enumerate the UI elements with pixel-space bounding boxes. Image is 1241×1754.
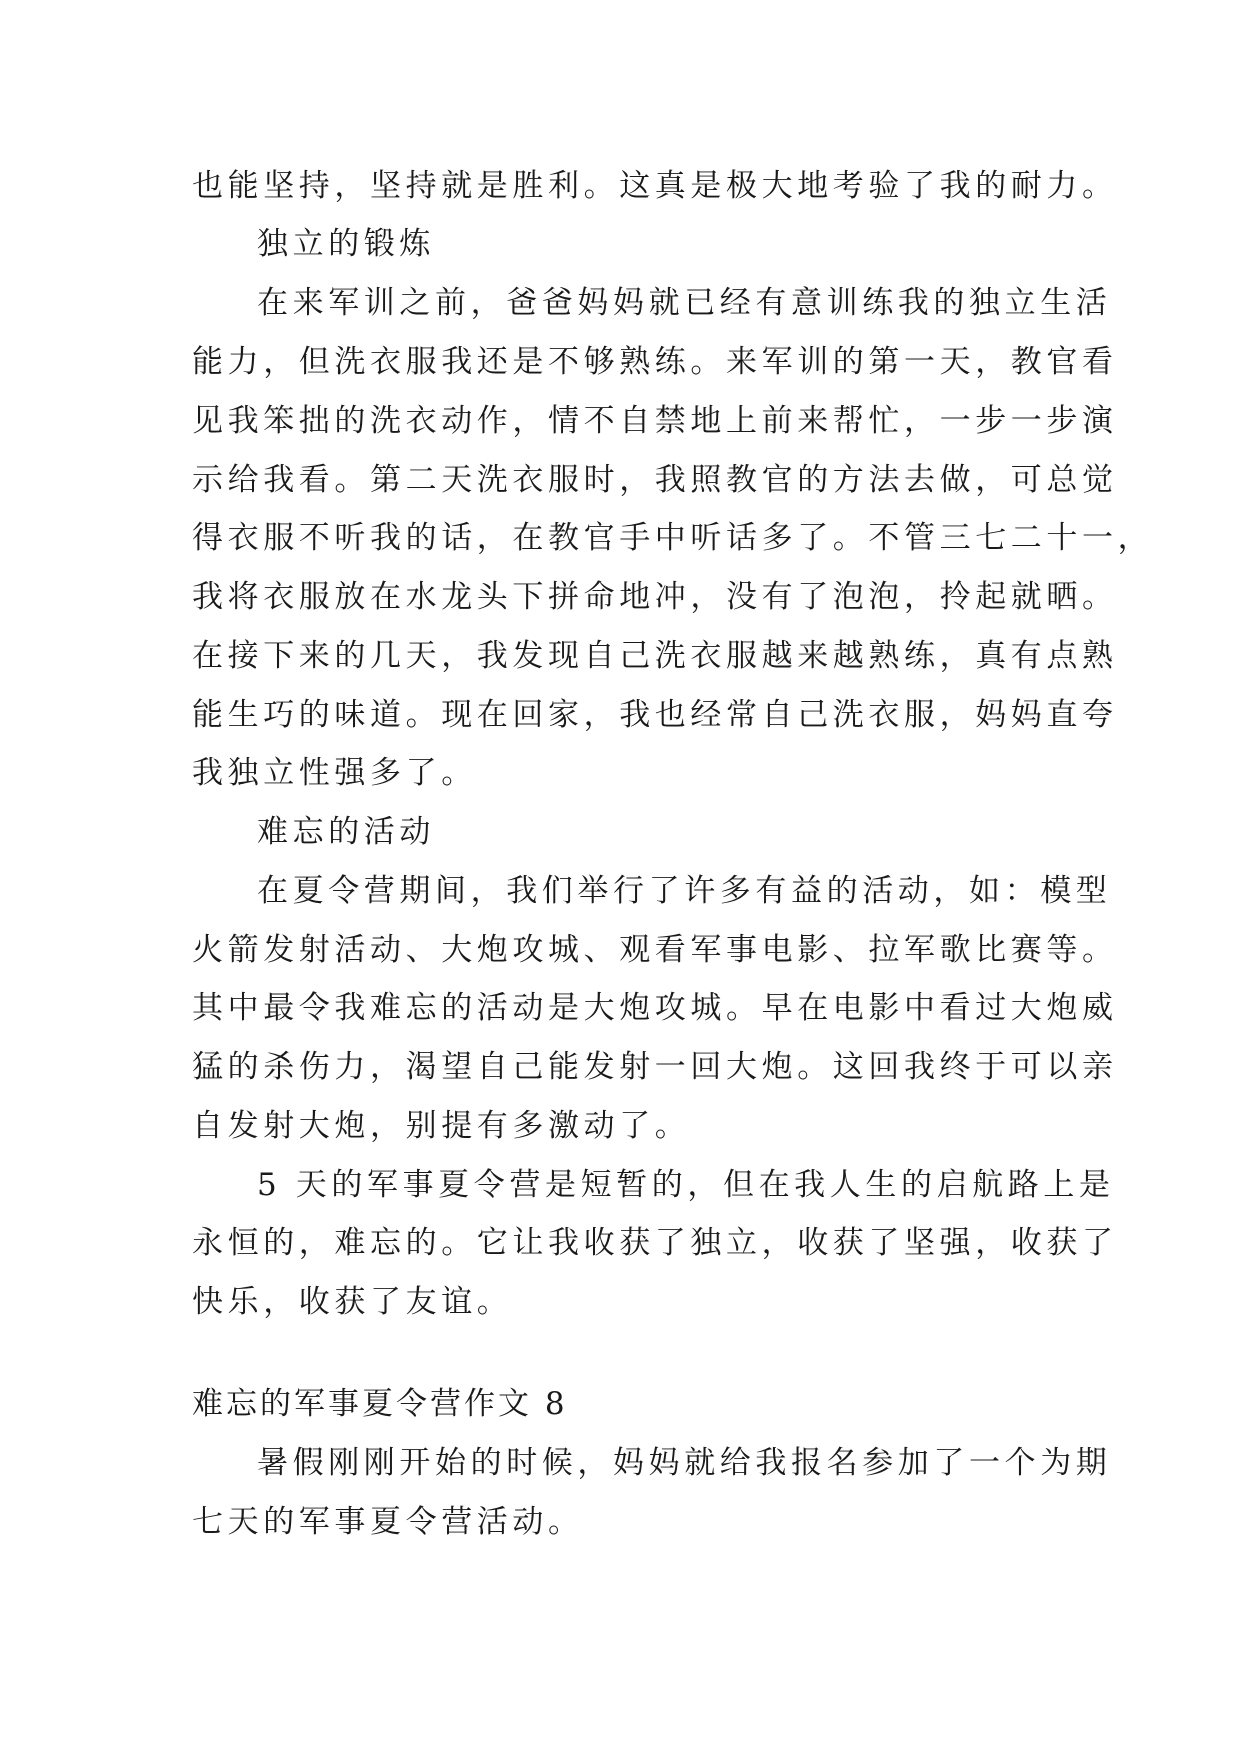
paragraph-line: 5 天的军事夏令营是短暂的，但在我人生的启航路上是 <box>257 1167 1115 1203</box>
paragraph-line: 得衣服不听我的话，在教官手中听话多了。不管三七二十一， <box>192 520 1154 556</box>
paragraph-line: 暑假刚刚开始的时候，妈妈就给我报名参加了一个为期 <box>257 1445 1112 1481</box>
paragraph-line: 其中最令我难忘的活动是大炮攻城。早在电影中看过大炮威 <box>192 990 1118 1026</box>
paragraph-line: 在来军训之前，爸爸妈妈就已经有意训练我的独立生活 <box>257 285 1112 321</box>
paragraph-line: 能生巧的味道。现在回家，我也经常自己洗衣服，妈妈直夸 <box>192 697 1118 733</box>
section-heading: 独立的锻炼 <box>257 226 435 262</box>
section-heading: 难忘的活动 <box>257 814 435 850</box>
paragraph-line: 在接下来的几天，我发现自己洗衣服越来越熟练，真有点熟 <box>192 638 1118 674</box>
paragraph-line: 猛的杀伤力，渴望自己能发射一回大炮。这回我终于可以亲 <box>192 1049 1118 1085</box>
paragraph-line: 快乐，收获了友谊。 <box>192 1284 513 1320</box>
paragraph-line: 自发射大炮，别提有多激动了。 <box>192 1108 691 1144</box>
paragraph-line: 永恒的，难忘的。它让我收获了独立，收获了坚强，收获了 <box>192 1225 1118 1261</box>
paragraph-line: 在夏令营期间，我们举行了许多有益的活动，如：模型 <box>257 873 1112 909</box>
essay-title: 难忘的军事夏令营作文 8 <box>192 1386 568 1422</box>
paragraph-line: 示给我看。第二天洗衣服时，我照教官的方法去做，可总觉 <box>192 462 1118 498</box>
paragraph-line: 我独立性强多了。 <box>192 755 477 791</box>
paragraph-line: 火箭发射活动、大炮攻城、观看军事电影、拉军歌比赛等。 <box>192 932 1118 968</box>
paragraph-line: 见我笨拙的洗衣动作，情不自禁地上前来帮忙，一步一步演 <box>192 403 1118 439</box>
paragraph-line: 我将衣服放在水龙头下拼命地冲，没有了泡泡，拎起就晒。 <box>192 579 1118 615</box>
paragraph-line: 也能坚持，坚持就是胜利。这真是极大地考验了我的耐力。 <box>192 168 1118 204</box>
paragraph-line: 能力，但洗衣服我还是不够熟练。来军训的第一天，教官看 <box>192 344 1118 380</box>
paragraph-line: 七天的军事夏令营活动。 <box>192 1504 584 1540</box>
